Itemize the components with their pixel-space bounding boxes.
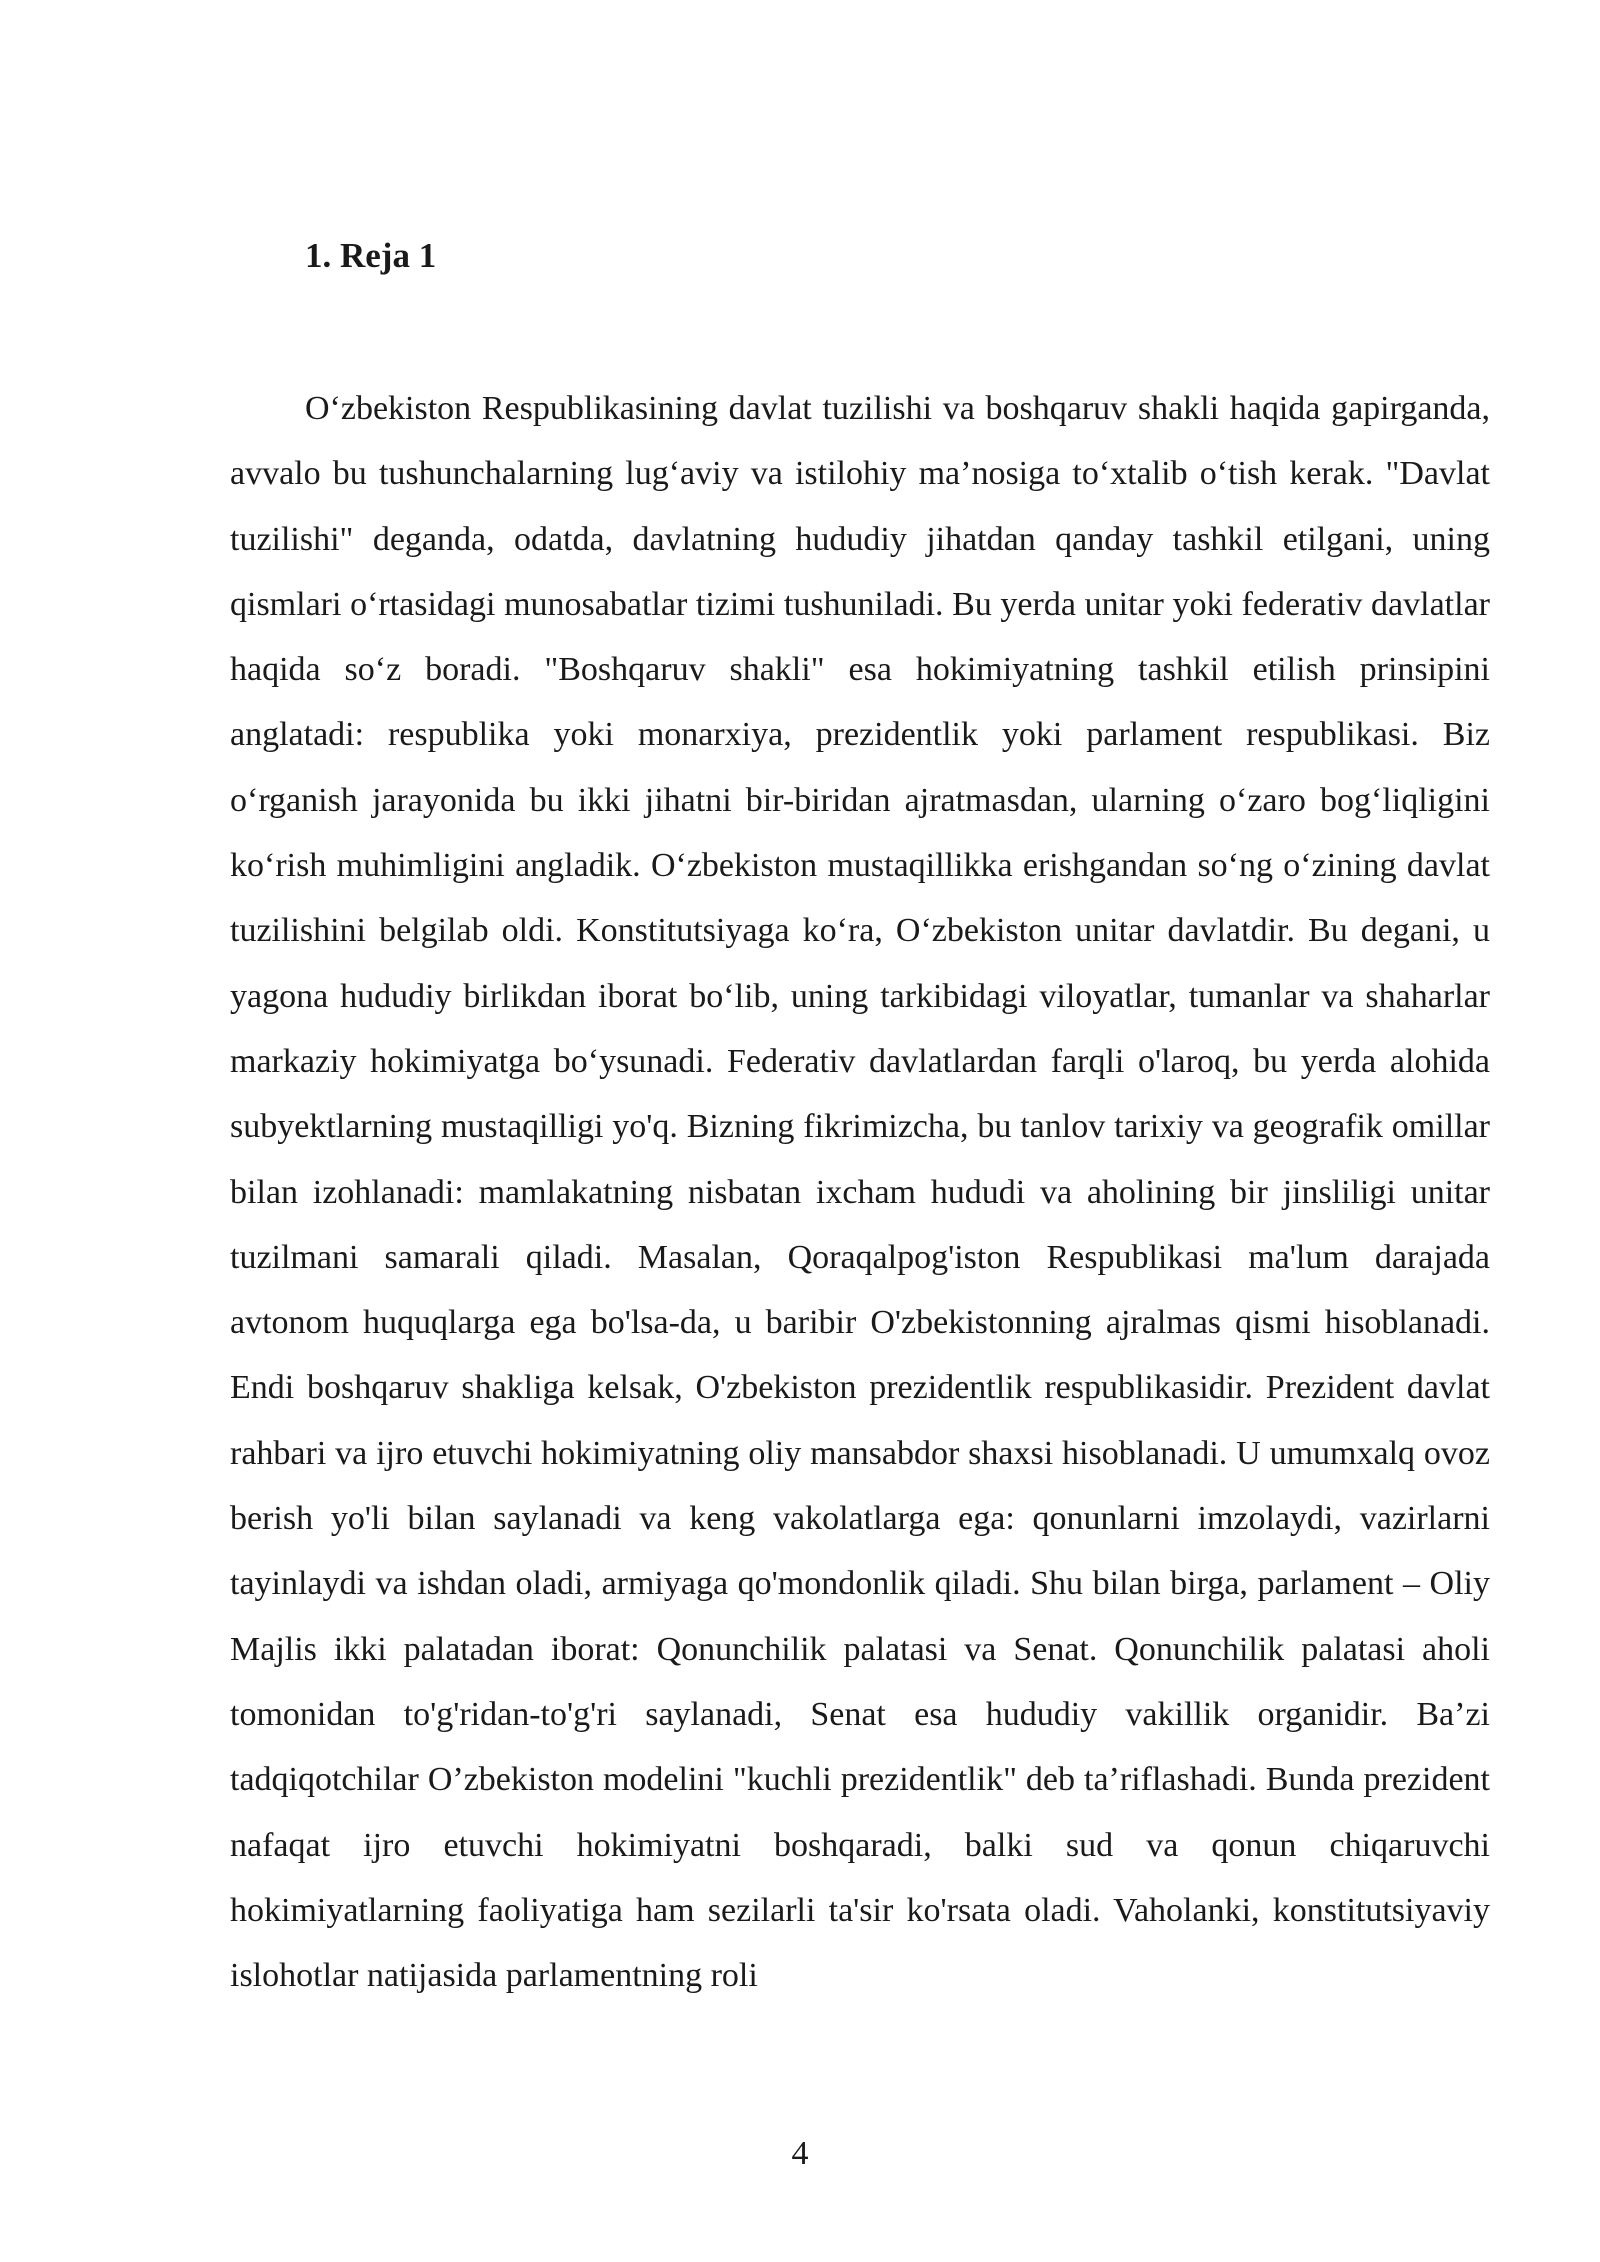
section-heading: 1. Reja 1	[305, 236, 437, 275]
page-number: 4	[791, 2135, 809, 2172]
body-paragraph: O‘zbekiston Respublikasining davlat tuzilishi va boshqaruv shakli haqida gapirganda, avvalo bu tushunchalarning lug‘aviy va istilohiy ma’nosiga to‘xtalib o‘tish kerak. "Davlat tuzilishi" deganda, odatda, davlatning hududiy jihatdan qanday tashkil etilgani, uning qismlari o‘rtasidagi munosabatlar tizimi tushuniladi. Bu yerda unitar yoki federativ davlatlar haqida so‘z boradi. "Boshqaruv shakli" esa hokimiyatning tashkil etilish prinsipini anglatadi: respublika yoki monarxiya, prezidentlik yoki parlament respublikasi. Biz o‘rganish jarayonida bu ikki jihatni bir-biridan ajratmasdan, ularning o‘zaro bog‘liqligini ko‘rish muhimligini angladik. O‘zbekiston mustaqillikka erishgandan so‘ng o‘zining davlat tuzilishini belgilab oldi. Konstitutsiyaga ko‘ra, O‘zbekiston unitar davlatdir. Bu degani, u yagona hududiy birlikdan iborat bo‘lib, uning tarkibidagi viloyatlar, tumanlar va shaharlar markaziy hokimiyatga bo‘ysunadi. Federativ davlatlardan farqli o'laroq, bu yerda alohida subyektlarning mustaqilligi yo'q. Bizning fikrimizcha, bu tanlov tarixiy va geografik omillar bilan izohlanadi: mamlakatning nisbatan ixcham hududi va aholining bir jinsliligi unitar tuzilmani samarali qiladi. Masalan, Qoraqalpog'iston Respublikasi ma'lum darajada avtonom huquqlarga ega bo'lsa-da, u baribir O'zbekistonning ajralmas qismi hisoblanadi. Endi boshqaruv shakliga kelsak, O'zbekiston prezidentlik respublikasidir. Prezident davlat rahbari va ijro etuvchi hokimiyatning oliy mansabdor shaxsi hisoblanadi. U umumxalq ovoz berish yo'li bilan saylanadi va keng vakolatlarga ega: qonunlarni imzolaydi, vazirlarni tayinlaydi va ishdan oladi, armiyaga qo'mondonlik qiladi. Shu bilan birga, parlament – Oliy Majlis ikki palatadan iborat: Qonunchilik palatasi va Senat. Qonunchilik palatasi aholi tomonidan to'g'ridan-to'g'ri saylanadi, Senat esa hududiy vakillik organidir. Ba’zi tadqiqotchilar O’zbekiston modelini "kuchli prezidentlik" deb ta’riflashadi. Bunda prezident nafaqat ijro etuvchi hokimiyatni boshqaradi, balki sud va qonun chiqaruvchi hokimiyatlarning faoliyatiga ham sezilarli ta'sir ko'rsata oladi. Vaholanki, konstitutsiyaviy islohotlar natijasida parlamentning roli	[230, 390, 1490, 1995]
